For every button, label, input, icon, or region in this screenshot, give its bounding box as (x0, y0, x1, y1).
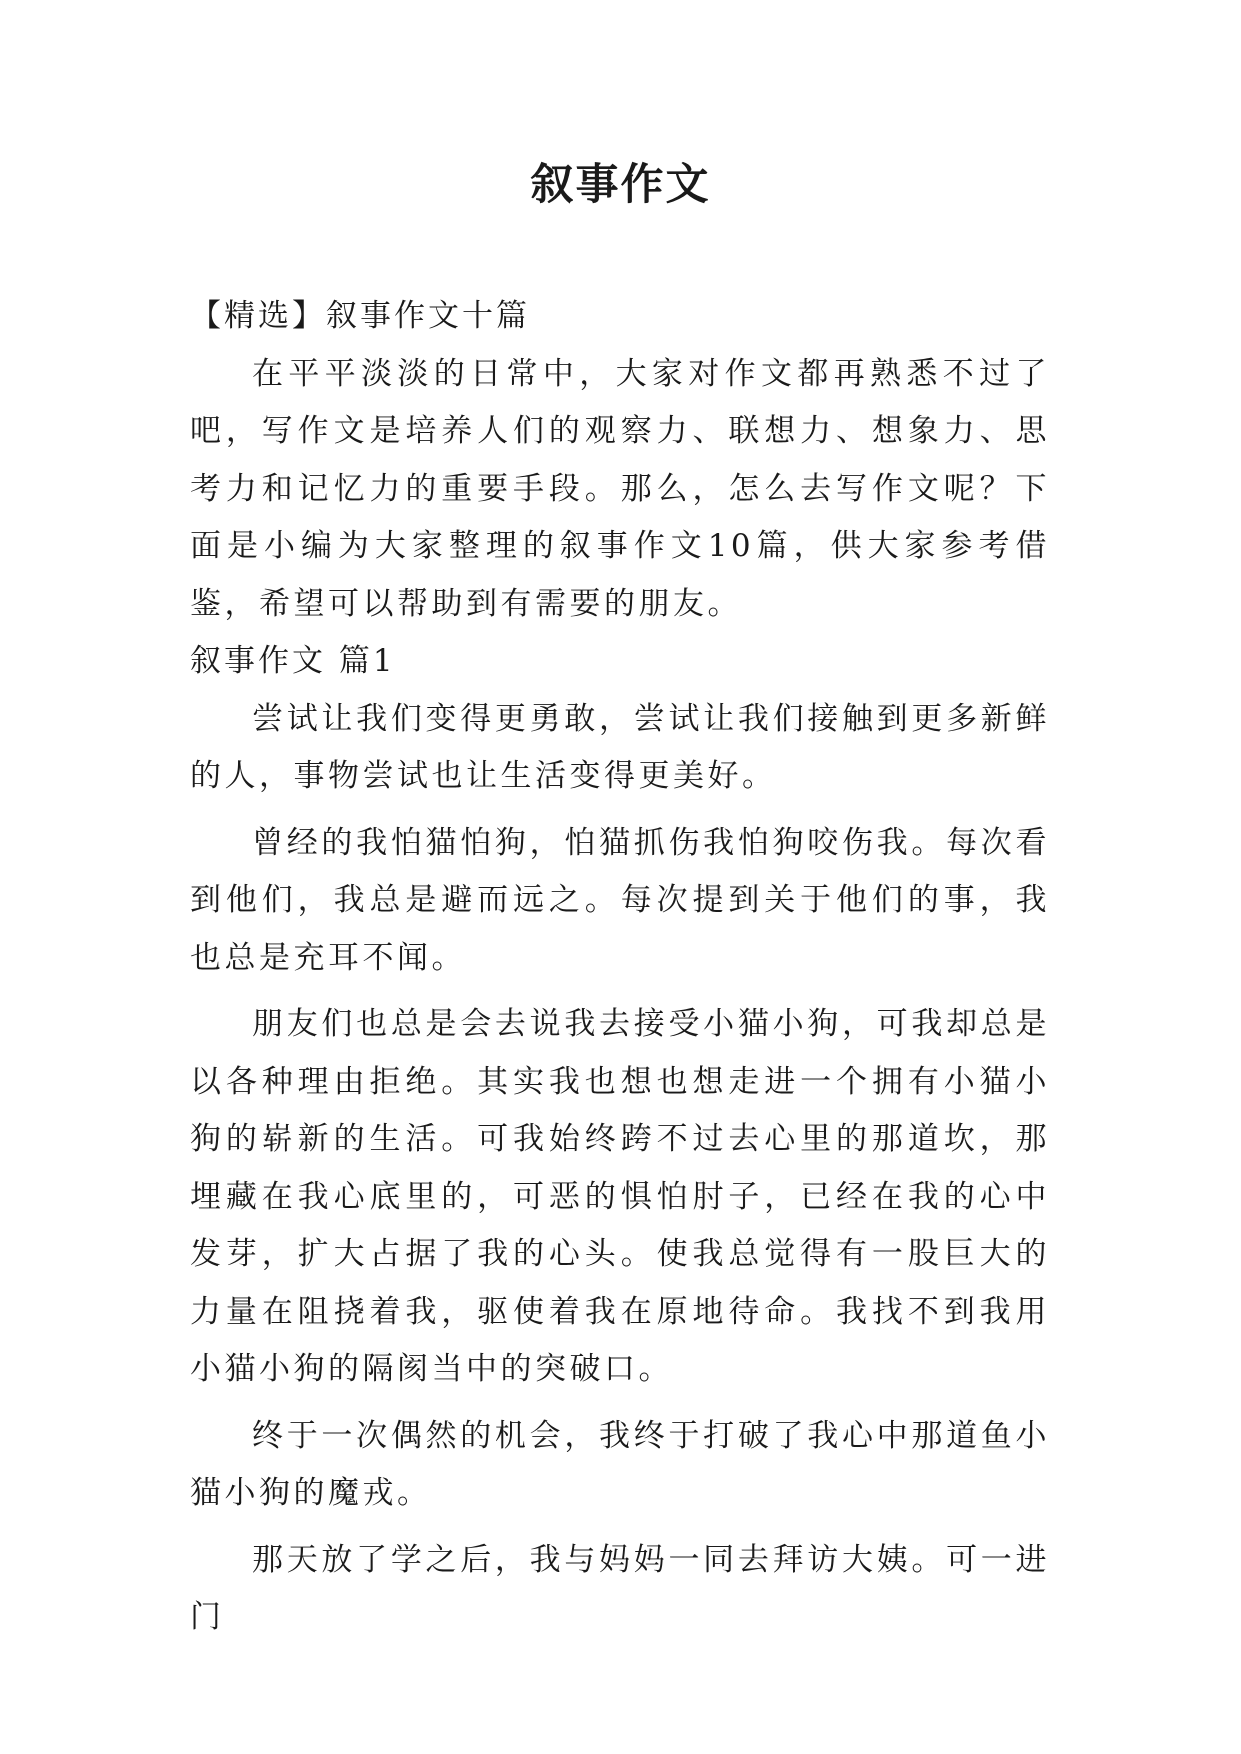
body-paragraph-4: 终于一次偶然的机会，我终于打破了我心中那道鱼小猫小狗的魔戎。 (190, 1417, 1050, 1511)
document-title: 叙事作文 (530, 160, 711, 210)
intro-paragraph: 在平平淡淡的日常中，大家对作文都再熟悉不过了吧，写作文是培养人们的观察力、联想力、想象力、思考力和记忆力的重要手段。那么，怎么去写作文呢？下面是小编为大家整理的叙事作文10篇，供大家参考借鉴，希望可以帮助到有需要的朋友。 (190, 355, 1050, 622)
body-paragraph-5: 那天放了学之后，我与妈妈一同去拜访大姨。可一进门 (190, 1541, 1050, 1635)
body-paragraph-2: 曾经的我怕猫怕狗，怕猫抓伤我怕狗咬伤我。每次看到他们，我总是避而远之。每次提到关于他们的事，我也总是充耳不闻。 (190, 824, 1050, 976)
body-paragraph-3: 朋友们也总是会去说我去接受小猫小狗，可我却总是以各种理由拒绝。其实我也想也想走进一个拥有小猫小狗的崭新的生活。可我始终跨不过去心里的那道坎，那埋藏在我心底里的，可恶的惧怕肘子，已经在我的心中发芽，扩大占据了我的心头。使我总觉得有一股巨大的力量在阻挠着我，驱使着我在原地待命。我找不到我用小猫小狗的隔阂当中的突破口。 (190, 1006, 1050, 1387)
body-paragraph-1: 尝试让我们变得更勇敢，尝试让我们接触到更多新鲜的人，事物尝试也让生活变得更美好。 (190, 700, 1050, 794)
document-body (190, 288, 1050, 1647)
section-heading: 叙事作文 篇1 (190, 643, 396, 679)
document-subtitle: 【精选】叙事作文十篇 (190, 298, 530, 334)
